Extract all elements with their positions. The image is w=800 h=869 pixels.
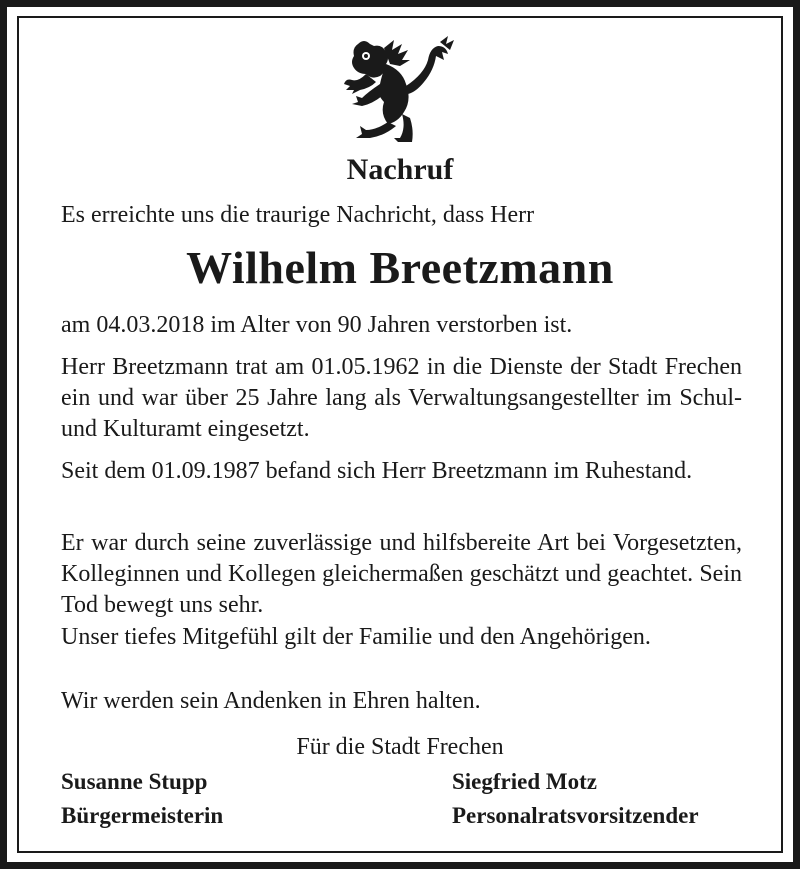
- signatory-left-name: Susanne Stupp: [61, 769, 208, 794]
- retirement-paragraph: Seit dem 01.09.1987 befand sich Herr Breetzmann im Ruhestand.: [61, 458, 693, 484]
- signatory-right-role: Personalratsvorsitzender: [452, 803, 699, 828]
- service-paragraph: Herr Breetzmann trat am 01.05.1962 in die Dienste der Stadt Frechen ein und war über 25 Jahre lang als Verwaltungsangestellter im Schul- und Kulturamt eingesetzt.: [61, 354, 742, 442]
- for-city-line: Für die Stadt Frechen: [296, 734, 504, 760]
- deceased-name: Wilhelm Breetzmann: [186, 242, 614, 293]
- remembrance-paragraph: Wir werden sein Andenken in Ehren halten.: [61, 688, 481, 714]
- intro-line: Es erreichte uns die traurige Nachricht, dass Herr: [61, 202, 535, 228]
- signatory-right-name: Siegfried Motz: [452, 769, 597, 794]
- signatory-left-role: Bürgermeisterin: [61, 803, 224, 828]
- lion-crest-icon: [340, 34, 460, 144]
- condolence-paragraph: Unser tiefes Mitgefühl gilt der Familie und den Angehörigen.: [61, 624, 651, 650]
- page-title: Nachruf: [346, 153, 454, 186]
- death-line: am 04.03.2018 im Alter von 90 Jahren verstorben ist.: [61, 312, 573, 338]
- character-paragraph: Er war durch seine zuverlässige und hilfsbereite Art bei Vorgesetzten, Kolleginnen und Kollegen gleichermaßen geschätzt und geachtet. Sein Tod bewegt uns sehr.: [61, 530, 742, 618]
